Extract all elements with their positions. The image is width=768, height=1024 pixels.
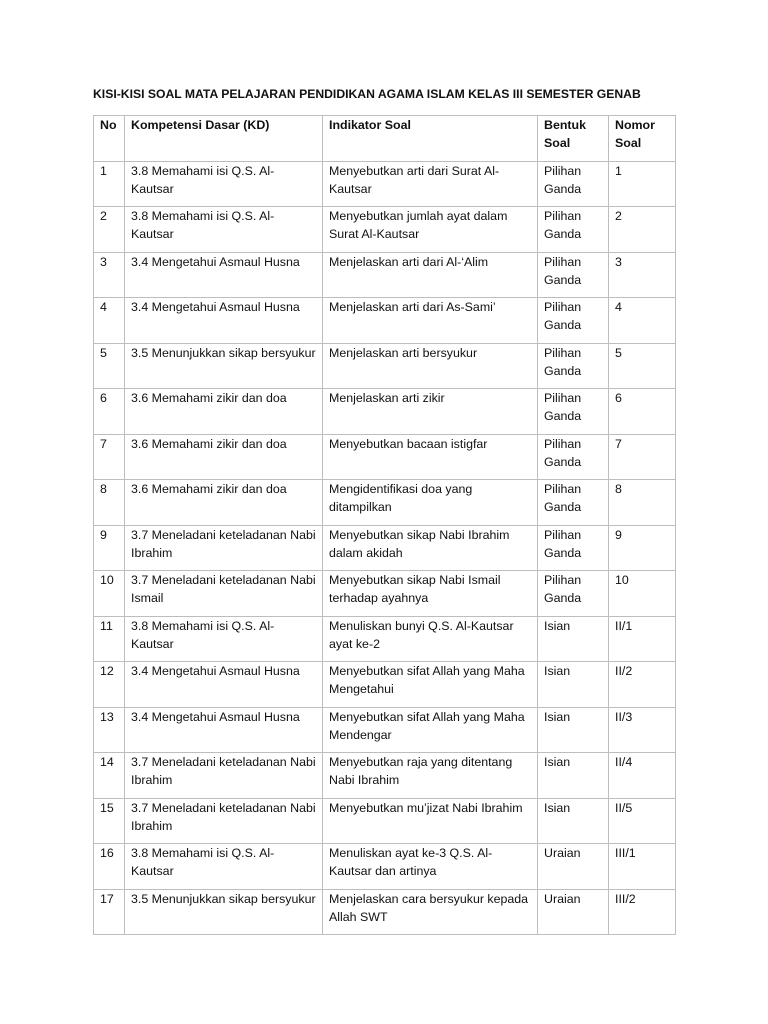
cell-indikator-soal [323,707,538,753]
cell-indikator-soal-text: Menjelaskan arti dari As-Sami’ [329,300,496,314]
cell-bentuk-soal [538,753,609,799]
cell-bentuk-soal [538,298,609,344]
cell-nomor-soal-text: II/5 [615,800,633,815]
cell-no-text: 17 [100,891,114,906]
cell-nomor-soal [609,252,676,298]
cell-kompetensi-dasar-text: 3.4 Mengetahui Asmaul Husna [131,709,300,724]
cell-no [94,252,125,298]
cell-indikator-soal [323,844,538,890]
cell-indikator-soal [323,434,538,480]
header-indikator-soal [323,116,538,162]
cell-kompetensi-dasar [125,844,323,890]
cell-no [94,798,125,844]
cell-bentuk-soal-text: Isian [544,618,571,633]
cell-nomor-soal-text: 6 [615,391,622,405]
cell-bentuk-soal-text: Isian [544,800,571,815]
header-bentuk-label: Bentuk Soal [544,118,586,150]
cell-kompetensi-dasar [125,161,323,207]
cell-bentuk-soal-text: Pilihan Ganda [544,573,582,605]
table-row [94,525,676,571]
table-row [94,389,676,435]
cell-kompetensi-dasar-text: 3.5 Menunjukkan sikap bersyukur [131,891,316,906]
cell-nomor-soal [609,389,676,435]
header-nomor-soal [609,116,676,162]
cell-bentuk-soal [538,889,609,935]
cell-nomor-soal-text: II/1 [615,618,633,633]
cell-indikator-soal-text: Menyebutkan jumlah ayat dalam Surat Al-Kautsar [329,209,508,241]
table-row [94,252,676,298]
cell-nomor-soal [609,207,676,253]
cell-bentuk-soal-text: Pilihan Ganda [544,163,582,196]
cell-nomor-soal [609,753,676,799]
cell-no [94,434,125,480]
header-kompetensi-dasar [125,116,323,162]
cell-bentuk-soal [538,343,609,389]
table-header-row [94,116,676,162]
table-row [94,434,676,480]
cell-bentuk-soal-text: Pilihan Ganda [544,391,582,423]
cell-indikator-soal-text: Menuliskan ayat ke-3 Q.S. Al-Kautsar dan artinya [329,846,493,878]
cell-nomor-soal [609,525,676,571]
cell-bentuk-soal [538,525,609,571]
cell-nomor-soal [609,434,676,480]
cell-indikator-soal-text: Menjelaskan arti dari Al-‘Alim [329,254,489,269]
cell-nomor-soal [609,298,676,344]
cell-no [94,343,125,389]
cell-bentuk-soal-text: Pilihan Ganda [544,254,582,287]
cell-no-text: 10 [100,573,114,587]
cell-kompetensi-dasar-text: 3.8 Memahami isi Q.S. Al-Kautsar [131,209,275,241]
cell-nomor-soal-text: III/1 [615,846,636,860]
cell-no [94,844,125,890]
table-body [94,161,676,935]
cell-nomor-soal-text: 7 [615,436,622,451]
cell-indikator-soal-text: Menuliskan bunyi Q.S. Al-Kautsar ayat ke-2 [329,618,514,651]
table-row [94,298,676,344]
cell-kompetensi-dasar [125,298,323,344]
header-no-label: No [100,118,117,132]
cell-no-text: 2 [100,209,107,223]
cell-no-text: 4 [100,300,107,314]
cell-kompetensi-dasar [125,889,323,935]
cell-kompetensi-dasar-text: 3.6 Memahami zikir dan doa [131,436,287,451]
cell-bentuk-soal-text: Pilihan Ganda [544,300,582,332]
cell-kompetensi-dasar-text: 3.7 Meneladani keteladanan Nabi Ismail [131,573,316,605]
cell-no [94,707,125,753]
cell-indikator-soal-text: Menyebutkan mu’jizat Nabi Ibrahim [329,800,523,815]
cell-nomor-soal-text: 4 [615,300,622,314]
cell-kompetensi-dasar-text: 3.5 Menunjukkan sikap bersyukur [131,345,316,360]
table-row [94,343,676,389]
cell-kompetensi-dasar-text: 3.6 Memahami zikir dan doa [131,482,287,496]
cell-nomor-soal [609,571,676,617]
cell-indikator-soal-text: Menyebutkan sifat Allah yang Maha Mengetahui [329,664,525,696]
cell-indikator-soal-text: Menyebutkan sifat Allah yang Maha Mendengar [329,709,525,742]
cell-bentuk-soal-text: Isian [544,709,571,724]
cell-indikator-soal [323,343,538,389]
header-indikator-label: Indikator Soal [329,118,411,132]
cell-kompetensi-dasar [125,343,323,389]
cell-indikator-soal [323,889,538,935]
cell-bentuk-soal [538,434,609,480]
cell-bentuk-soal [538,662,609,708]
cell-nomor-soal [609,616,676,662]
cell-kompetensi-dasar-text: 3.7 Meneladani keteladanan Nabi Ibrahim [131,527,316,560]
cell-bentuk-soal [538,480,609,526]
header-bentuk-soal [538,116,609,162]
cell-bentuk-soal [538,252,609,298]
cell-indikator-soal-text: Menyebutkan sikap Nabi Ibrahim dalam akidah [329,527,510,560]
cell-bentuk-soal [538,207,609,253]
cell-bentuk-soal-text: Pilihan Ganda [544,527,582,560]
cell-bentuk-soal [538,389,609,435]
cell-no [94,571,125,617]
cell-no-text: 11 [100,618,113,633]
table-row [94,753,676,799]
cell-indikator-soal [323,298,538,344]
cell-no-text: 15 [100,800,114,815]
cell-bentuk-soal-text: Pilihan Ganda [544,482,582,514]
cell-kompetensi-dasar [125,571,323,617]
cell-no [94,889,125,935]
cell-indikator-soal [323,753,538,799]
cell-kompetensi-dasar-text: 3.6 Memahami zikir dan doa [131,391,287,405]
cell-nomor-soal [609,343,676,389]
cell-nomor-soal-text: 8 [615,482,622,496]
table-row [94,480,676,526]
cell-no-text: 6 [100,391,107,405]
cell-bentuk-soal-text: Uraian [544,846,581,860]
cell-no [94,662,125,708]
table-row [94,707,676,753]
cell-nomor-soal-text: 1 [615,163,622,178]
kisi-kisi-table [93,115,676,935]
table-row [94,616,676,662]
table-row [94,571,676,617]
cell-bentuk-soal-text: Uraian [544,891,581,906]
cell-indikator-soal-text: Menjelaskan cara bersyukur kepada Allah SWT [329,891,529,924]
cell-bentuk-soal-text: Pilihan Ganda [544,436,582,469]
cell-kompetensi-dasar [125,525,323,571]
cell-no [94,480,125,526]
cell-bentuk-soal [538,798,609,844]
cell-nomor-soal-text: III/2 [615,891,636,906]
cell-indikator-soal [323,662,538,708]
cell-indikator-soal [323,571,538,617]
cell-kompetensi-dasar-text: 3.8 Memahami isi Q.S. Al-Kautsar [131,163,275,196]
cell-kompetensi-dasar [125,707,323,753]
table-row [94,161,676,207]
cell-indikator-soal-text: Menjelaskan arti zikir [329,391,445,405]
cell-indikator-soal-text: Menyebutkan sikap Nabi Ismail terhadap ayahnya [329,573,501,605]
cell-indikator-soal-text: Menyebutkan arti dari Surat Al-Kautsar [329,163,500,196]
cell-nomor-soal-text: II/4 [615,755,633,769]
table-row [94,207,676,253]
cell-kompetensi-dasar-text: 3.4 Mengetahui Asmaul Husna [131,254,300,269]
cell-bentuk-soal [538,571,609,617]
cell-indikator-soal-text: Mengidentifikasi doa yang ditampilkan [329,482,473,514]
cell-kompetensi-dasar-text: 3.7 Meneladani keteladanan Nabi Ibrahim [131,755,316,787]
cell-kompetensi-dasar [125,252,323,298]
cell-bentuk-soal-text: Pilihan Ganda [544,345,582,378]
table-row [94,889,676,935]
cell-indikator-soal [323,207,538,253]
cell-bentuk-soal [538,707,609,753]
cell-no [94,616,125,662]
cell-indikator-soal-text: Menyebutkan raja yang ditentang Nabi Ibrahim [329,755,513,787]
header-kd-label: Kompetensi Dasar (KD) [131,118,270,132]
cell-nomor-soal [609,798,676,844]
cell-no-text: 1 [100,163,107,178]
cell-kompetensi-dasar [125,753,323,799]
table-row [94,798,676,844]
cell-no [94,525,125,571]
cell-kompetensi-dasar [125,480,323,526]
cell-no-text: 14 [100,755,114,769]
cell-bentuk-soal-text: Isian [544,755,571,769]
cell-no-text: 12 [100,664,114,678]
cell-kompetensi-dasar [125,389,323,435]
header-nomor-label: Nomor Soal [615,118,655,150]
cell-nomor-soal-text: II/2 [615,664,633,678]
cell-bentuk-soal-text: Pilihan Ganda [544,209,582,241]
table-row [94,844,676,890]
cell-kompetensi-dasar [125,662,323,708]
cell-nomor-soal [609,844,676,890]
cell-kompetensi-dasar-text: 3.4 Mengetahui Asmaul Husna [131,300,300,314]
cell-no-text: 13 [100,709,114,724]
cell-nomor-soal-text: 5 [615,345,622,360]
cell-nomor-soal-text: 3 [615,254,622,269]
cell-bentuk-soal [538,616,609,662]
cell-nomor-soal [609,480,676,526]
cell-bentuk-soal-text: Isian [544,664,571,678]
cell-kompetensi-dasar [125,798,323,844]
cell-no-text: 3 [100,254,107,269]
cell-indikator-soal [323,161,538,207]
cell-nomor-soal [609,662,676,708]
cell-indikator-soal [323,616,538,662]
cell-no [94,207,125,253]
cell-indikator-soal-text: Menyebutkan bacaan istigfar [329,436,488,451]
cell-kompetensi-dasar-text: 3.7 Meneladani keteladanan Nabi Ibrahim [131,800,316,833]
cell-no [94,298,125,344]
cell-indikator-soal [323,798,538,844]
cell-kompetensi-dasar-text: 3.4 Mengetahui Asmaul Husna [131,664,300,678]
cell-indikator-soal [323,252,538,298]
cell-indikator-soal [323,480,538,526]
cell-bentuk-soal [538,844,609,890]
cell-no-text: 7 [100,436,107,451]
cell-no [94,753,125,799]
cell-nomor-soal-text: II/3 [615,709,633,724]
cell-no-text: 16 [100,846,114,860]
cell-indikator-soal [323,389,538,435]
header-no [94,116,125,162]
cell-nomor-soal [609,889,676,935]
cell-kompetensi-dasar [125,616,323,662]
cell-nomor-soal-text: 2 [615,209,622,223]
cell-kompetensi-dasar [125,207,323,253]
table-row [94,662,676,708]
cell-nomor-soal [609,161,676,207]
cell-kompetensi-dasar [125,434,323,480]
cell-bentuk-soal [538,161,609,207]
cell-no-text: 9 [100,527,107,542]
cell-kompetensi-dasar-text: 3.8 Memahami isi Q.S. Al-Kautsar [131,618,275,651]
cell-no-text: 8 [100,482,107,496]
cell-nomor-soal-text: 9 [615,527,622,542]
cell-indikator-soal [323,525,538,571]
cell-nomor-soal-text: 10 [615,573,629,587]
cell-nomor-soal [609,707,676,753]
cell-indikator-soal-text: Menjelaskan arti bersyukur [329,345,478,360]
cell-no [94,161,125,207]
document-title: KISI-KISI SOAL MATA PELAJARAN PENDIDIKAN AGAMA ISLAM KELAS III SEMESTER GENAB [93,87,641,101]
cell-kompetensi-dasar-text: 3.8 Memahami isi Q.S. Al-Kautsar [131,846,275,878]
cell-no [94,389,125,435]
cell-no-text: 5 [100,345,107,360]
